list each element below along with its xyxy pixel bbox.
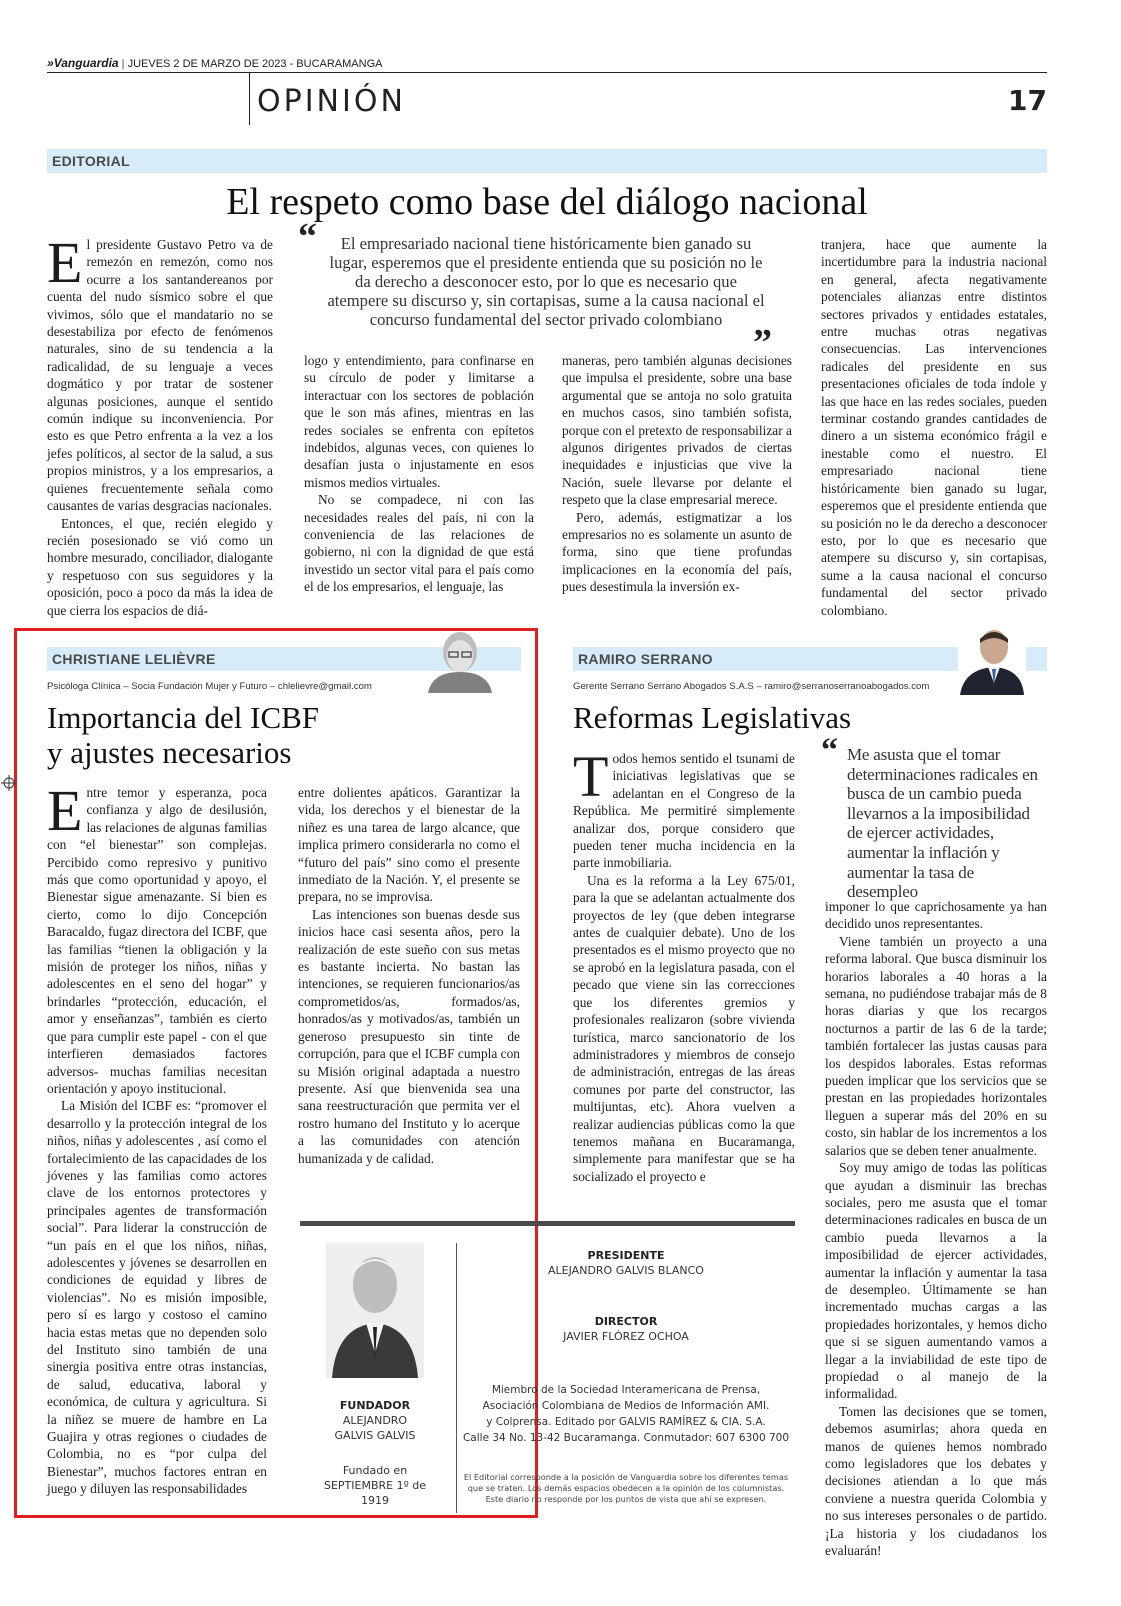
editorial-paragraph: maneras, pero también algunas decisiones que impulsa el presidente, sobre una base argumental que se antoja no solo gratuita en muchos casos, sino también sofista, porque con el pretexto de responsabilizar a algunos dirigentes privados de ciertas inequidades e injusticias que vive la Nación, suele llevarse por delante el respeto que la clase empresarial merece. (562, 353, 792, 508)
column-left-paragraph: La Misión del ICBF es: “promover el desarrollo y la protección integral de los niños, niñas y adolescentes , así como el fortalecimiento de las capacidades de los jóvenes y las familias como actores clave de los entornos protectores y principales agentes de transformación social”. Para liderar la construcción de “un país en el que los niños, niñas, adolescentes y jóvenes se desarrollen en condiciones de equidad y libres de violencias”. No es misión imposible, pero sí es largo y costoso el camino hacia estas metas que no dependen solo del Instituto sino también de una sinergia positiva entre otras instancias, de salud, educativa, laboral y económica, de cultura y agricultura. Si la niñez se muere de hambre en La Guajira y otras regiones o ciudades de Colombia, no es “por culpa del Bienestar”, muchos factores entran en juego y diluyen las responsabilidades (47, 1098, 267, 1497)
editorial-paragraph: l presidente Gustavo Petro va de remezón en remezón, como nos ocurre a los santandereanos por cuenta del nudo sísmico sobre el que vivimos, sólo que el mandatario no se desestabiliza por efecto de fenómenos naturales, sino de su tendencia a la radicalidad, de su lenguaje a veces dogmático y por tratar de sostener algunas posiciones, aunque el sentido común indique su inconveniencia. Por esto es que Petro enfrenta a la vez a los jefes políticos, al sector de la salud, a sus propios ministros, y a los empresarios, a quienes frecuentemente señala como causantes de varias desgracias nacionales. (47, 237, 273, 514)
page-number: 17 (1008, 84, 1047, 117)
editorial-paragraph: Entonces, el que, recién elegido y recién posesionado se vió como un hombre mesurado, conciliador, dialogante y respetuoso con sus seguidores y la oposición, poco a poco da más la idea de que cierra los espacios de diá- (47, 515, 273, 618)
author-photo-serrano (958, 625, 1026, 695)
director-name: JAVIER FLÓREZ OCHOA (563, 1330, 689, 1343)
director-block (520, 1314, 732, 1344)
founder-name: GALVIS GALVIS (334, 1429, 416, 1442)
column-right-pullquote (821, 732, 1047, 902)
column-right-dropcap: T (573, 744, 609, 809)
president-label: PRESIDENTE (587, 1249, 665, 1262)
editorial-column-1 (47, 230, 273, 619)
president-block (520, 1248, 732, 1278)
crosshair-icon (1, 775, 17, 791)
publisher-info-line: Miembro de la Sociedad Interamericana de Prensa, (491, 1384, 761, 1396)
column-left-author: CHRISTIANE LELIÈVRE (52, 651, 216, 667)
column-right-paragraph: Una es la reforma a la Ley 675/01, para la que se adelantan actualmente dos proyectos de ley (que deben integrarse antes de cualquier debate). Uno de los presentados es el mismo proyecto que no se aprobó en la legislatura pasada, con el pecado que viene sin las correcciones que los diferentes gremios y profesionales realizaron (sobre vivienda turística, marco sancionatorio de los administradores y miembros de consejo de administración, entregas de las áreas comunes por parte del constructor, las multijuntas, etc). Ahora vuelven a realizar audiencias públicas como la que tenemos mañana en Bucaramanga, simplemente para manifestar que se ha socializado el proyecto e (573, 872, 795, 1184)
editorial-paragraph: tranjera, hace que aumente la incertidumbre para la industria nacional en general, afecta negativamente potenciales alianzas entre distintos sectores privados y entidades estatales, entre muchas otras negativas consecuencias. Las intervenciones radicales del presidente en sus presentaciones oficiales de toda índole y las que hace en las redes sociales, pueden terminar costando grandes cantidades de dinero a un sistema económico frágil e inestable como el nuestro. El empresariado nacional tiene históricamente bien ganado su lugar, esperemos que el presidente entienda que su posición no le da derecho a desconocer esto, por lo que es necesario que atempere su discurso y, sin cortapisas, sume a la causa nacional el concurso fundamental del sector privado colombiano. (821, 237, 1047, 618)
editorial-column-3 (562, 352, 792, 596)
staff-box-rule (300, 1221, 795, 1226)
editorial-section-bar (47, 149, 1047, 173)
column-left-dropcap: E (47, 778, 83, 843)
editorial-pullquote (298, 216, 792, 364)
disclaimer-line: El Editorial corresponde a la posición de Vanguardia sobre los diferentes temas (463, 1472, 789, 1482)
masthead-rule (47, 72, 1047, 73)
president-name: ALEJANDRO GALVIS BLANCO (548, 1264, 704, 1277)
founder-photo (326, 1243, 424, 1378)
editorial-column-2 (304, 352, 534, 596)
founder-label: FUNDADOR (339, 1399, 411, 1412)
column-right-headline: Reformas Legislativas (573, 700, 852, 735)
column-right-col-2 (825, 898, 1047, 1559)
column-left-paragraph: entre dolientes apáticos. Garantizar la vida, los derechos y el bienestar de la niñez es una tarea de largo alcance, que implica primero considerarla no como el “futuro del país” sino como el presente inmediato de la Nación. Y, el presente se prepara, no se improvisa. (298, 785, 520, 905)
dateline: JUEVES 2 DE MARZO DE 2023 - BUCARAMANGA (127, 58, 383, 70)
column-right-paragraph: odos hemos sentido el tsunami de iniciativas legislativas que se adelantan en el Congreso de la República. Me permitiré simplemente analizar dos, porque considero que pueden tener mucha incidencia en la parte inmobiliaria. (573, 751, 795, 871)
column-right-pullquote-text: Me asusta que el tomar determinaciones radicales en busca de un cambio pueda llevarnos a la imposibilidad de ejercer actividades, aumentar la inflación y aumentar la tasa de desempleo (847, 745, 1038, 902)
brand-logo[interactable]: »Vanguardia (47, 56, 119, 70)
section-title: OPINIÓN (257, 84, 406, 119)
column-right-author: RAMIRO SERRANO (578, 651, 713, 667)
column-left-paragraph: Las intenciones son buenas desde sus inicios hace casi sesenta años, pero la realización de este sueño con sus metas es bastante incierta. No bastan las intenciones, se requieren funcionarios/as comprometidos/as, formados/as, honrados/as y motivados/as, también un generoso presupuesto sin tinte de corrupción, para que el ICBF cumpla con su Misión original adaptada a nuestro presente. Así que bienvenida sea una sana reestructuración que permita ver el rostro humano del Instituto y lo acerque a las comunidades con atención humanizada y de calidad. (298, 906, 520, 1166)
editorial-paragraph: logo y entendimiento, para confinarse en su círculo de poder y limitarse a interactuar con los sectores de población que le son más afines, mientras en las redes sociales se enfrenta con epítetos indebidos, algunas veces, con quienes lo desafían justa o injustamente en esos mismos medios virtuales. (304, 353, 534, 490)
column-left-paragraph: ntre temor y esperanza, poca confianza y algo de desilusión, las relaciones de algunas familias con “el bienestar” son complejas. Percibido como represivo y punitivo más que como oportunidad y apoyo, el Bienestar sigue amenazante. Si bien es cierto, como lo dijo Concepción Baracaldo, fugaz directora del ICBF, que las familias “tienen la obligación y la misión de proteger los niños, niñas y adolescentes en el seno del hogar” y brindarles “protección, educación, el amor y enseñanzas”, también es cierto que para cumplir este papel - con el que interfieren demasiados factores adversos- muchas familias necesitan orientación y apoyo institucional. (47, 785, 267, 1096)
editorial-dropcap: E (47, 230, 83, 295)
founder-block (318, 1398, 432, 1508)
masthead: »Vanguardia | JUEVES 2 DE MARZO DE 2023 - BUCARAMANGA OPINIÓN 17 (47, 56, 1047, 126)
disclaimer-line: que se traten. Los demás espacios obedecen a la opinión de los columnistas. (467, 1483, 785, 1493)
editorial-pullquote-text: El empresariado nacional tiene históricamente bien ganado su lugar, esperemos que el presidente entienda que su posición no le da derecho a desconocer esto, por lo que es necesario que atempere su discurso y, sin cortapisas, sume a la causa nacional el concurso fundamental del sector privado colombiano (327, 234, 765, 329)
close-quote-icon: ” (753, 322, 772, 364)
editorial-paragraph: Pero, además, estigmatizar a los empresarios no es solamente un asunto de forma, sino que tiene profundas implicaciones en la economía del país, pues desestimula la inversión ex- (562, 509, 792, 595)
column-left-headline-line: y ajustes necesarios (47, 735, 292, 770)
open-quote-icon: “ (298, 216, 317, 258)
section-divider (249, 73, 250, 125)
column-right-byline: Gerente Serrano Serrano Abogados S.A.S – ramiro@serranoserranoabogados.com (573, 681, 930, 692)
column-right-col-1 (573, 744, 795, 1185)
column-left-byline: Psicóloga Clínica – Socia Fundación Mujer y Futuro – chlelievre@gmail.com (47, 681, 372, 692)
disclaimer (456, 1472, 796, 1505)
founder-name: ALEJANDRO (342, 1414, 408, 1427)
column-left-headline-line: Importancia del ICBF (47, 700, 320, 735)
disclaimer-line: Este diario no responde por los puntos de vista que ahí se expresen. (485, 1494, 767, 1504)
column-right-paragraph: imponer lo que caprichosamente ya han decidido unos representantes. (825, 899, 1047, 932)
editorial-paragraph: No se compadece, ni con las necesidades reales del país, ni con la conveniencia de las relaciones de gobierno, ni con la dignidad de que está investido un sector vital para el país como el de los empresarios, el lenguaje, las (304, 492, 534, 595)
publisher-info (456, 1382, 796, 1446)
column-right-paragraph: Tomen las decisiones que se tomen, debemos asumirlas; ahora queda en manos de quienes hemos nombrado como legisladores que los debates y decisiones atiendan a lo que más conviene a nuestra querida Colombia y no sus intereses personales o de partido. ¡La historia y los ciudadanos los evaluarán! (825, 1403, 1047, 1559)
director-label: DIRECTOR (594, 1315, 658, 1328)
editorial-label: EDITORIAL (52, 153, 130, 169)
column-right-paragraph: Soy muy amigo de todas las políticas que ayudan a disminuir las brechas sociales, pero me asusta que el tomar determinaciones radicales en busca de un cambio pueda llevarnos a la imposibilidad de ejercer actividades, aumentar la inflación y aumentar la tasa de desempleo. Últimamente se han incrementado muchas cargas a las propiedades horizontales, y hemos dicho que si se siguen aumentando vamos a llegar a la inviabilidad de este tipo de propiedad o al manejo de la informalidad. (825, 1160, 1047, 1402)
publisher-info-line: Calle 34 No. 13-42 Bucaramanga. Conmutador: 607 6300 700 (462, 1432, 790, 1444)
open-quote-icon: “ (821, 732, 838, 769)
editorial-column-4 (821, 236, 1047, 619)
founded-date: SEPTIEMBRE 1º de 1919 (323, 1479, 427, 1507)
editorial-headline: El respeto como base del diálogo nacional (226, 181, 868, 223)
publisher-info-line: y Colprensa. Editado por GALVIS RAMÍREZ & CIA. S.A. (486, 1416, 766, 1428)
founded-label: Fundado en (342, 1464, 408, 1477)
column-right-paragraph: Viene también un proyecto a una reforma laboral. Que busca disminuir los horarios laborales a 40 horas a la semana, no pudiéndose trabajar más de 8 horas diarias y que los recargos nocturnos a partir de las 6 de la tarde; también fortalecer las justas causas para los despidos laborales. Estas reformas pueden implicar que los servicios que se prestan en las propiedades horizontales lleguen a superar más del 20% en su costo, sin hablar de los incrementos a los salarios que se deben tener anualmente. (825, 933, 1047, 1158)
publisher-info-line: Asociación Colombiana de Medios de Información AMI. (482, 1400, 770, 1412)
